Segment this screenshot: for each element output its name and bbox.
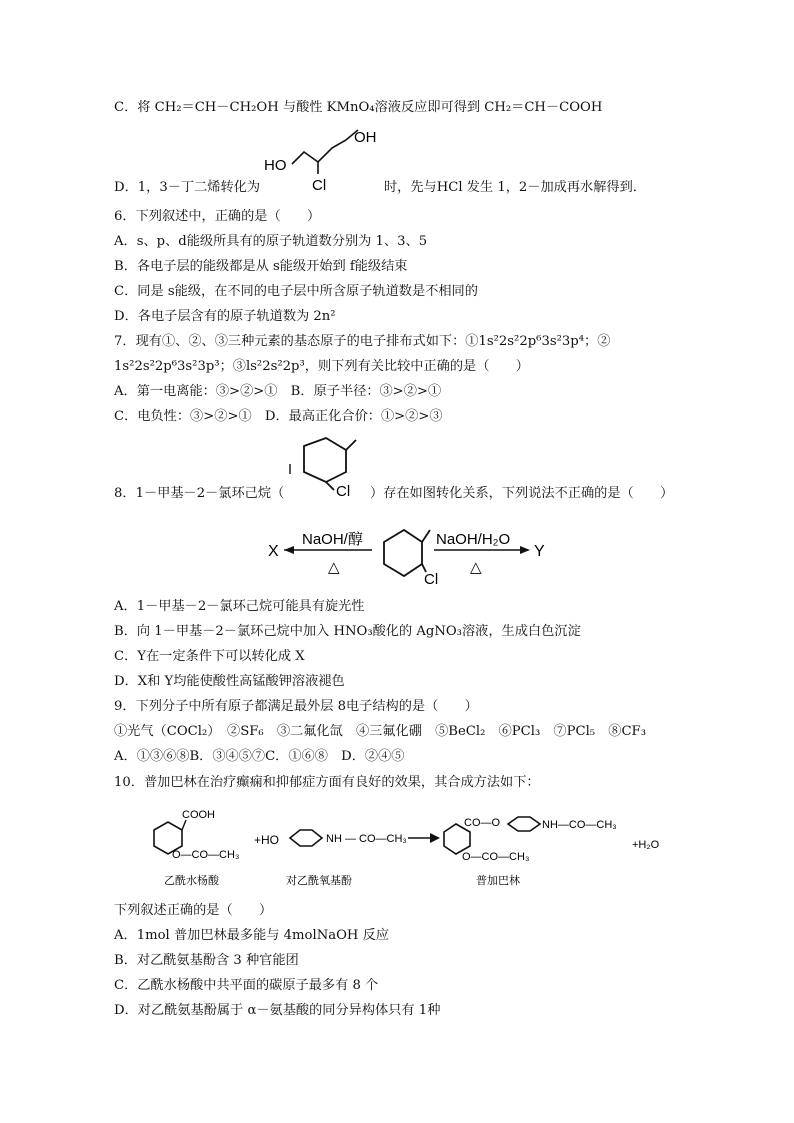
product-x: X bbox=[268, 543, 279, 560]
arrow-right-head bbox=[520, 546, 530, 554]
oh-label: OH bbox=[354, 129, 377, 146]
q10-synthesis-scheme bbox=[146, 804, 666, 890]
ho-label: HO bbox=[264, 157, 287, 174]
q10-option-b: B．对乙酰氨基酚含 3 种官能团 bbox=[114, 953, 299, 968]
q6-option-c: C．同是 s能级，在不同的电子层中所含原子轨道数是不相同的 bbox=[114, 284, 478, 299]
nh-label-2: NH—CO—CH₃ bbox=[542, 819, 617, 831]
q8-option-c: C．Y在一定条件下可以转化成 X bbox=[114, 649, 305, 664]
q7-options-ab: A．第一电离能：③>②>① B．原子半径：③>②>① bbox=[114, 384, 442, 399]
cond-right: NaOH/H₂O bbox=[436, 531, 511, 548]
heat-left: △ bbox=[328, 559, 340, 576]
ho-label: +HO bbox=[254, 833, 280, 847]
cl-label: Cl bbox=[336, 483, 351, 500]
acetylsalicylic-acid bbox=[154, 809, 239, 887]
q8-inline-structure bbox=[284, 436, 366, 500]
oac-label-1: O—CO—CH₃ bbox=[172, 849, 240, 861]
oac-label-2: O—CO—CH₃ bbox=[462, 851, 530, 863]
q10-sub-stem: 下列叙述正确的是（ ） bbox=[114, 903, 273, 918]
q7-options-cd: C．电负性：③>②>① D．最高正化合价：①>②>③ bbox=[114, 409, 443, 424]
product-pregabalin bbox=[444, 817, 617, 887]
q8-stem-post: ）存在如图转化关系，下列说法不正确的是（ ） bbox=[370, 486, 674, 501]
cyclohexane-ring bbox=[304, 438, 346, 482]
scheme-ring bbox=[384, 530, 422, 576]
q6-option-d: D．各电子层含有的原子轨道数为 2n² bbox=[114, 309, 336, 324]
q9-stem: 9．下列分子中所有原子都满足最外层 8电子结构的是（ ） bbox=[114, 699, 478, 714]
q5-option-d-post: 时，先与HCl 发生 1，2－加成再水解得到． bbox=[384, 180, 646, 195]
label-acetaminophen: 对乙酰氧基酚 bbox=[286, 875, 352, 887]
q10-option-a: A．1mol 普加巴林最多能与 4molNaOH 反应 bbox=[114, 928, 389, 943]
cond-left: NaOH/醇 bbox=[302, 531, 363, 548]
q10-stem: 10．普加巴林在治疗癫痫和抑郁症方面有良好的效果，其合成方法如下： bbox=[114, 775, 540, 790]
q5-diol-structure bbox=[262, 128, 380, 192]
q7-stem-2: 1s²2s²2p⁶3s²3p³；③ls²2s²2p³，则下列有关比较中正确的是（ ） bbox=[114, 359, 529, 374]
q6-option-b: B．各电子层的能级都是从 s能级开始到 f能级结束 bbox=[114, 259, 408, 274]
q9-list: ①光气（COCl₂） ②SF₆ ③二氟化氙 ④三氟化硼 ⑤BeCl₂ ⑥PCl₃ ⑦PCl₅ ⑧CF₃ bbox=[114, 724, 646, 739]
q8-stem-pre: 8．1－甲基－2－氯环己烷（ bbox=[114, 486, 285, 501]
product-y: Y bbox=[534, 543, 545, 560]
q5-option-c: C．将 CH₂＝CH－CH₂OH 与酸性 KMnO₄溶液反应即可得到 CH₂＝CH－COOH bbox=[114, 100, 603, 115]
scheme-methyl bbox=[422, 530, 430, 542]
heat-right: △ bbox=[470, 559, 482, 576]
q6-option-a: A．s、p、d能级所具有的原子轨道数分别为 1、3、5 bbox=[114, 234, 428, 249]
q8-option-d: D．X和 Y均能使酸性高锰酸钾溶液褪色 bbox=[114, 674, 345, 689]
q9-options: A．①③⑥⑧B．③④⑤⑦C．①⑥⑧ D．②④⑤ bbox=[114, 749, 405, 764]
q10-option-c: C．乙酰水杨酸中共平面的碳原子最多有 8 个 bbox=[114, 978, 379, 993]
methyl-bond bbox=[346, 440, 356, 450]
co-o-label: CO—O bbox=[464, 817, 501, 829]
q8-option-a: A．1－甲基－2－氯环己烷可能具有旋光性 bbox=[114, 599, 365, 614]
nh-label: NH — CO—CH₃ bbox=[326, 833, 407, 845]
cl-label: Cl bbox=[312, 177, 327, 192]
q6-stem: 6．下列叙述中，正确的是（ ） bbox=[114, 209, 321, 224]
acetaminophen-reagent bbox=[254, 830, 407, 887]
reaction-arrow bbox=[408, 833, 440, 843]
cooh-label: COOH bbox=[182, 809, 215, 821]
scheme-cl-label: Cl bbox=[424, 571, 439, 588]
water-label: +H₂O bbox=[632, 839, 660, 851]
arrow-left-head bbox=[284, 546, 294, 554]
cl-bond bbox=[326, 482, 334, 490]
q7-stem-1: 7．现有①、②、③三种元素的基态原子的电子排布式如下：①1s²2s²2p⁶3s²3p⁴；② bbox=[114, 334, 611, 349]
q5-option-d-pre: D．1，3－丁二烯转化为 bbox=[114, 180, 261, 195]
q8-reaction-scheme bbox=[264, 520, 564, 588]
carbon-chain bbox=[292, 130, 358, 164]
label-pregabalin: 普加巴林 bbox=[476, 875, 520, 887]
q10-option-d: D．对乙酰氨基酚属于 α－氨基酸的同分异构体只有 1种 bbox=[114, 1003, 441, 1018]
q8-option-b: B．向 1－甲基－2－氯环己烷中加入 HNO₃酸化的 AgNO₃溶液，生成白色沉淀 bbox=[114, 624, 581, 639]
label-acetylsalicylic: 乙酰水杨酸 bbox=[164, 875, 219, 887]
